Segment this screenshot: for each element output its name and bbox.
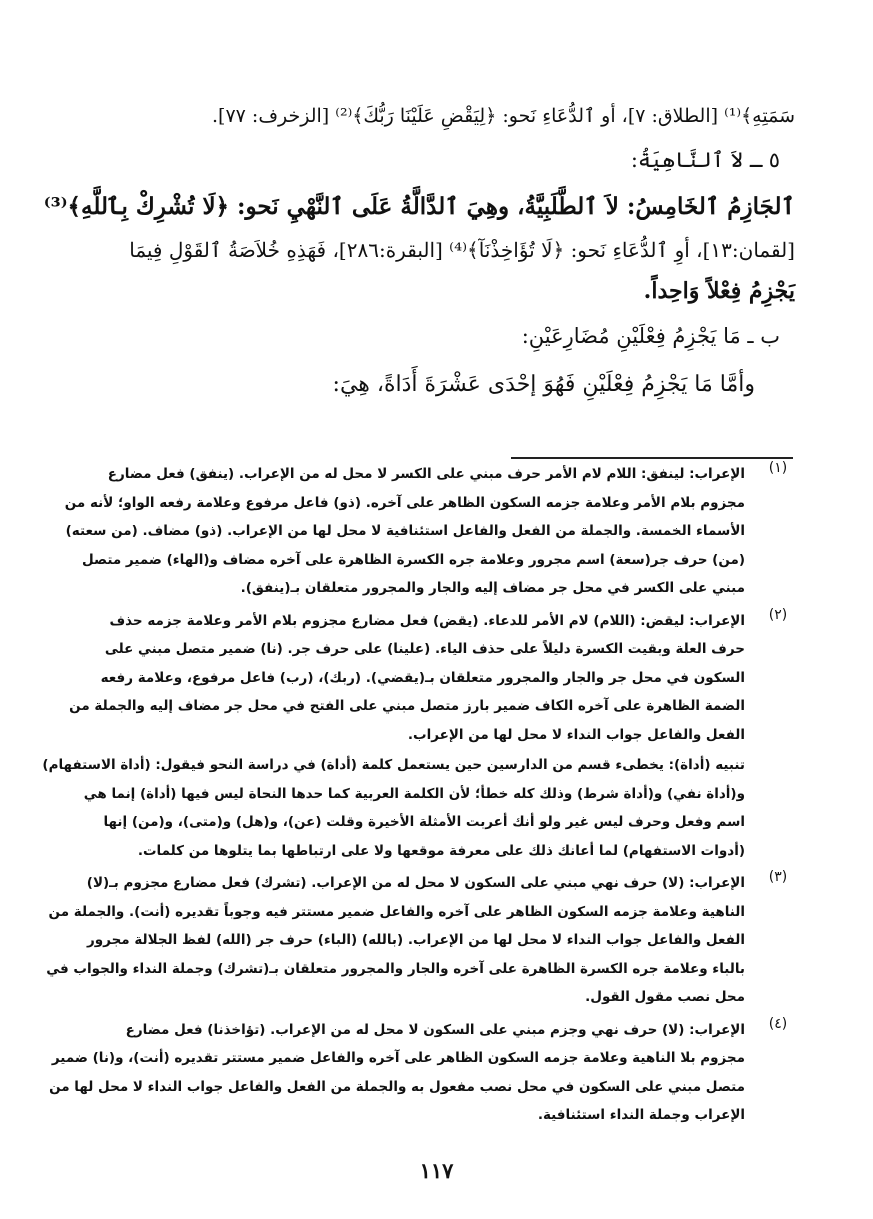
section-heading: ب ـ مَا يَجْزِمُ فِعْلَيْنِ مُضَارِعَيْنِ: [521, 324, 780, 348]
main-line: سَمَتِهِ﴾⁽¹⁾ [الطلاق: ٧]، أو ٱلدُّعَاءِ نَحو: ﴿لِيَقْضِ عَلَيْنَا رَبُّكَ﴾⁽²⁾ [الزخرف: ٧٧]. [212, 105, 795, 127]
footnote-line: الإعراب وجملة النداء استئنافية. [537, 1107, 745, 1123]
footnote-line: تنبيه (أداة): يخطىء قسم من الدارسين حين يستعمل كلمة (أداة) في دراسة النحو فيقول: (أداة الاستفهام) [42, 757, 745, 773]
footnote [46, 869, 797, 1012]
footnote-line: متصل مبني على السكون في محل نصب مفعول به والجملة من الفعل والفاعل جواب النداء لا محل لها من [49, 1078, 745, 1095]
footnote-line: الضمة الظاهرة على آخره الكاف ضمير بارز متصل مبني على الفتح في محل جر مضاف إليه والجملة من [69, 698, 745, 714]
main-line: [لقمان:١٣]، أوِ ٱلدُّعَاءِ نَحو: ﴿لَا تُؤَاخِذْنَآ﴾⁽⁴⁾ [البقرة:٢٨٦]، فَهَذِهِ خُلاَصَةُ ٱلقَوْلِ فِيمَا [129, 238, 795, 262]
page-number: ١١٧ [419, 1158, 454, 1183]
footnote-line: الناهية وعلامة جزمه السكون الظاهر على آخره والفاعل ضمير مستتر فيه وجوباً تقديره (أنت). والجملة من [48, 903, 745, 920]
footnote-line: و(أداة نفي) و(أداة شرط) وذلك كله خطأ؛ لأن الكلمة العربية كما حدها النحاة ليس فيها (أداة) إنما هي [83, 785, 745, 802]
footnote-line: اسم وفعل وحرف ليس غير ولو أنك أعربت الأمثلة الأخيرة وقلت (عن)، و(هل) و(متى)، و(من) إنها [103, 814, 745, 830]
main-line: ٱلجَازِمُ ٱلخَامِسُ: لاَ ٱلطَّلَبِيَّةُ، وهِيَ ٱلدَّالَّةُ عَلَى ٱلنَّهْيِ نَحو: ﴿لَا تُشْرِكْ بِٱللَّهِ﴾⁽³⁾ [43, 193, 795, 220]
footnote-line: محل نصب مقول القول. [585, 989, 745, 1005]
footnote-number: (٤) [768, 1015, 788, 1032]
main-line: وأمَّا مَا يَجْزِمُ فِعْلَيْنِ فَهُوَ إحْدَى عَشْرَةَ أَدَاةً، هِيَ: [332, 372, 755, 397]
main-text [43, 96, 795, 410]
footnote-separator [511, 457, 793, 459]
footnote-line: مجزوم بلام الأمر وعلامة جزمه السكون الظاهر على آخره. (ذو) فاعل مرفوع وعلامة رفعه الواو؛ لأنه من [64, 494, 745, 511]
footnote-line: الإعراب: ليقض: (اللام) لام الأمر للدعاء. (يقض) فعل مضارع مجزوم بلام الأمر وعلامة جزمه حذف [109, 612, 745, 629]
main-line: يَجْزِمُ فِعْلاً وَاحِداً. [643, 278, 795, 304]
footnote-line: السكون في محل جر والجار والمجرور متعلقان بـ(يقضي). (ربك)، (رب) فاعل مرفوع، وعلامة رفعه [100, 669, 745, 686]
footnote-line: حرف العلة وبقيت الكسرة دليلاً على حذف الياء. (علينا) على حرف جر. (نا) ضمير متصل مبني على [104, 641, 745, 657]
footnote-line: الإعراب: (لا) حرف نهي وجزم مبني على السكون لا محل له من الإعراب. (تؤاخذنا) فعل مضارع [125, 1021, 745, 1038]
footnote-number: (٣) [768, 869, 788, 885]
footnote-line: بالباء وعلامة جره الكسرة الظاهرة على آخره والجار والمجرور متعلقان بـ(تشرك) وجملة النداء والجواب في [46, 960, 745, 977]
footnote-line: الفعل والفاعل جواب النداء لا محل لها من الإعراب. [407, 726, 745, 743]
footnote-line: الإعراب: لينفق: اللام لام الأمر حرف مبني على الكسر لا محل له من الإعراب. (ينفق) فعل مضارع [107, 466, 745, 482]
footnote [49, 1015, 797, 1130]
footnote-line: الفعل والفاعل جواب النداء لا محل لها من الإعراب. (بالله) (الباء) حرف جر (الله) لفظ الجلالة مجرور [87, 932, 745, 948]
footnote-line: مجزوم بلا الناهية وعلامة جزمه السكون الظاهر على آخره والفاعل ضمير مستتر تقديره (أنت)، و(نا) ضمير [51, 1050, 745, 1066]
footnote-line: الأسماء الخمسة. والجملة من الفعل والفاعل استئنافية لا محل لها من الإعراب. (ذو) مضاف. (من سعته) [65, 523, 745, 539]
section-heading: ٥ ـ لاَ ٱلنَّاهِيَةُ: [630, 148, 780, 172]
footnote-line: الإعراب: (لا) حرف نهي مبني على السكون لا محل له من الإعراب. (تشرك) فعل مضارع مجزوم بـ(لا) [86, 875, 745, 891]
footnote-number: (١) [768, 460, 788, 476]
footnote [64, 460, 797, 603]
footnote-line: مبني على الكسر في محل جر مضاف إليه والجار والمجرور متعلقان بـ(ينفق). [240, 580, 745, 596]
footnote [68, 607, 797, 750]
footnote-line: (أدوات الاستفهام) لما أعانك ذلك على معرفة موقعها ولا على ارتباطها بما يتلوها من كلمات. [137, 842, 745, 859]
footnote-number: (٢) [768, 606, 788, 623]
footnotes [42, 460, 797, 1130]
footnote-remark [42, 751, 797, 865]
footnote-line: (من) حرف جر(سعة) اسم مجرور وعلامة جره الكسرة الظاهرة على آخره مضاف و(الهاء) ضمير متصل [81, 551, 745, 568]
